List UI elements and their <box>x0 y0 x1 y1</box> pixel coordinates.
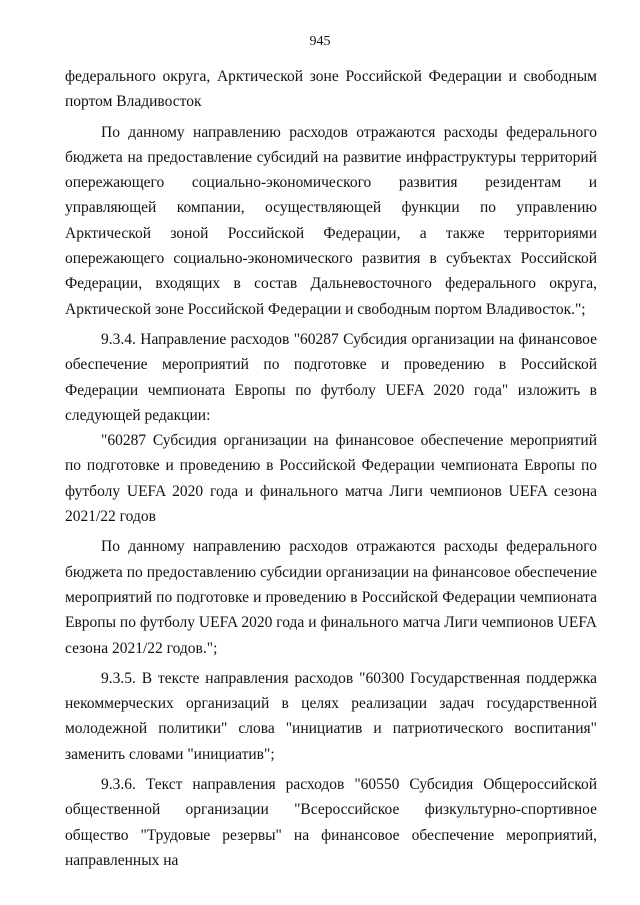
page-number: 945 <box>309 34 331 49</box>
paragraph-60287-description: По данному направлению расходов отражаются расходы федерального бюджета по предоставлению субсидии организации на финансовое обеспечение мероприятий по подготовке и проведению в Российской Федерации чемпионата Европы по футболу UEFA 2020 года и финального матча Лиги чемпионов UEFA сезона 2021/22 годов."; <box>65 538 597 657</box>
paragraph-description-60286: По данному направлению расходов отражаются расходы федерального бюджета на предоставление субсидий на развитие инфраструктуры территорий опережающего социально-экономического развития резидентам и управляющей компании, осуществляющей функции по управлению Арктической зоной Российской Федерации, а также территориями опережающего социально-экономического развития в субъектах Российской Федерации, входящих в состав Дальневосточного федерального округа, Арктической зоне Российской Федерации и свободным портом Владивосток."; <box>65 123 597 318</box>
document-body <box>65 64 597 873</box>
paragraph-9-3-5: 9.3.5. В тексте направления расходов "60300 Государственная поддержка некоммерческих организаций в целях реализации задач государственной молодежной политики" слова "инициатив и патриотического воспитания" заменить словами "инициатив"; <box>65 669 597 763</box>
paragraph-continuation: федерального округа, Арктической зоне Российской Федерации и свободным портом Владивосток <box>65 68 597 111</box>
paragraph-9-3-6: 9.3.6. Текст направления расходов "60550 Субсидия Общероссийской общественной организации "Всероссийское физкультурно-спортивное общество "Трудовые резервы" на финансовое обеспечение мероприятий, направленных на <box>65 776 597 869</box>
paragraph-9-3-4: 9.3.4. Направление расходов "60287 Субсидия организации на финансовое обеспечение мероприятий по подготовке и проведению в Российской Федерации чемпионата Европы по футболу UEFA 2020 года" изложить в следующей редакции: <box>65 330 597 424</box>
paragraph-60287-title: "60287 Субсидия организации на финансовое обеспечение мероприятий по подготовке и проведению в Российской Федерации чемпионата Европы по футболу UEFA 2020 года и финального матча Лиги чемпионов UEFA сезона 2021/22 годов <box>65 432 597 526</box>
